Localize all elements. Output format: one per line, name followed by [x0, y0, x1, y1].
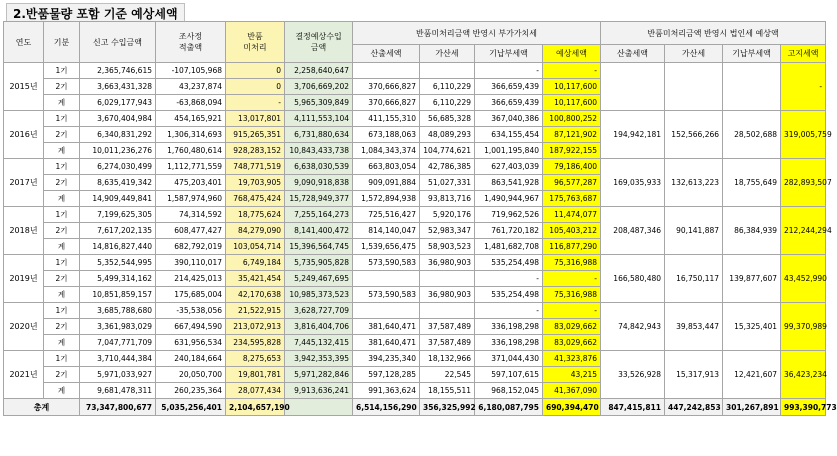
declared-cell: 5,499,314,162: [80, 271, 156, 287]
adjusted-cell: 20,050,700: [156, 367, 226, 383]
vat-add-cell: 6,110,229: [420, 95, 475, 111]
period-cell: 1기: [44, 207, 80, 223]
vat-paid-cell: 627,403,039: [475, 159, 543, 175]
vat-calc-cell: 597,128,285: [353, 367, 420, 383]
declared-cell: 10,011,236,276: [80, 143, 156, 159]
declared-cell: 6,340,831,292: [80, 127, 156, 143]
returns-cell: 13,017,801: [226, 111, 285, 127]
adjusted-cell: 175,685,004: [156, 287, 226, 303]
vat-paid-cell: -: [475, 303, 543, 319]
vat-expected-cell: 187,922,155: [543, 143, 601, 159]
adjusted-cell: 260,235,364: [156, 383, 226, 399]
vat-expected-cell: 43,215: [543, 367, 601, 383]
confirmed-cell: 6,731,880,634: [285, 127, 353, 143]
vat-calc-cell: [353, 303, 420, 319]
vat-expected-cell: 105,403,212: [543, 223, 601, 239]
vat-paid-cell: -: [475, 271, 543, 287]
corp-paid-cell: 15,325,401: [723, 303, 781, 351]
vat-calc-cell: 573,590,583: [353, 255, 420, 271]
returns-cell: 35,421,454: [226, 271, 285, 287]
returns-cell: 19,801,781: [226, 367, 285, 383]
declared-cell: 5,971,033,927: [80, 367, 156, 383]
corp-paid-cell: [723, 63, 781, 111]
total-confirmed: [285, 399, 353, 416]
corp-add-cell: 16,750,117: [665, 255, 723, 303]
vat-add-cell: 5,920,176: [420, 207, 475, 223]
vat-calc-cell: 1,572,894,938: [353, 191, 420, 207]
vat-expected-cell: 100,800,252: [543, 111, 601, 127]
period-cell: 계: [44, 239, 80, 255]
adjusted-cell: -35,538,056: [156, 303, 226, 319]
vat-paid-cell: 366,659,439: [475, 79, 543, 95]
corp-add-cell: 152,566,266: [665, 111, 723, 159]
corp-calc-cell: 33,526,928: [601, 351, 665, 399]
confirmed-cell: 7,445,132,415: [285, 335, 353, 351]
declared-cell: 14,909,449,841: [80, 191, 156, 207]
vat-add-cell: 22,545: [420, 367, 475, 383]
declared-cell: 7,617,202,135: [80, 223, 156, 239]
vat-paid-cell: -: [475, 63, 543, 79]
table-row: [4, 255, 826, 271]
corp-paid-cell: 86,384,939: [723, 207, 781, 255]
year-cell: 2015년: [4, 63, 44, 111]
vat-paid-cell: 863,541,928: [475, 175, 543, 191]
vat-expected-cell: 41,367,090: [543, 383, 601, 399]
total-corp-paid: 301,267,891: [723, 399, 781, 416]
period-cell: 2기: [44, 319, 80, 335]
header-adjusted: 조사정 적출액: [156, 22, 226, 63]
declared-cell: 6,029,177,943: [80, 95, 156, 111]
vat-expected-cell: 75,316,988: [543, 255, 601, 271]
vat-paid-cell: 597,107,615: [475, 367, 543, 383]
vat-add-cell: 48,089,293: [420, 127, 475, 143]
corp-calc-cell: [601, 63, 665, 111]
vat-add-cell: 58,903,523: [420, 239, 475, 255]
header-vat-expected: 예상세액: [543, 45, 601, 63]
adjusted-cell: 214,425,013: [156, 271, 226, 287]
adjusted-cell: 43,237,874: [156, 79, 226, 95]
confirmed-cell: 15,396,564,745: [285, 239, 353, 255]
header-corp-group: 반품미처리금액 반영시 법인세 예상액: [601, 22, 826, 45]
header-corp-paid: 기납부세액: [723, 45, 781, 63]
declared-cell: 5,352,544,995: [80, 255, 156, 271]
vat-expected-cell: 10,117,600: [543, 79, 601, 95]
adjusted-cell: 240,184,664: [156, 351, 226, 367]
vat-add-cell: 18,132,966: [420, 351, 475, 367]
returns-cell: 8,275,653: [226, 351, 285, 367]
confirmed-cell: 10,843,433,738: [285, 143, 353, 159]
period-cell: 1기: [44, 255, 80, 271]
vat-expected-cell: 10,117,600: [543, 95, 601, 111]
table-row: [4, 63, 826, 79]
header-declared: 신고 수입금액: [80, 22, 156, 63]
vat-calc-cell: 370,666,827: [353, 95, 420, 111]
confirmed-cell: 8,141,400,472: [285, 223, 353, 239]
year-cell: 2016년: [4, 111, 44, 159]
returns-cell: 28,077,434: [226, 383, 285, 399]
total-label: 총계: [4, 399, 80, 416]
vat-paid-cell: 719,962,526: [475, 207, 543, 223]
total-vat-paid: 6,180,087,795: [475, 399, 543, 416]
returns-cell: 213,072,913: [226, 319, 285, 335]
corp-calc-cell: 166,580,480: [601, 255, 665, 303]
returns-cell: 0: [226, 63, 285, 79]
vat-add-cell: 93,813,716: [420, 191, 475, 207]
vat-calc-cell: 673,188,063: [353, 127, 420, 143]
vat-add-cell: 37,587,489: [420, 319, 475, 335]
vat-calc-cell: 814,140,047: [353, 223, 420, 239]
corp-notice-cell: 36,423,234: [781, 351, 826, 399]
vat-expected-cell: 87,121,902: [543, 127, 601, 143]
adjusted-cell: 1,760,480,614: [156, 143, 226, 159]
period-cell: 2기: [44, 271, 80, 287]
confirmed-cell: 4,111,553,104: [285, 111, 353, 127]
period-cell: 1기: [44, 63, 80, 79]
vat-paid-cell: 371,044,430: [475, 351, 543, 367]
table-row: [4, 159, 826, 175]
returns-cell: 21,522,915: [226, 303, 285, 319]
vat-calc-cell: 1,539,656,475: [353, 239, 420, 255]
confirmed-cell: 5,735,905,828: [285, 255, 353, 271]
header-corp-add: 가산세: [665, 45, 723, 63]
year-cell: 2017년: [4, 159, 44, 207]
total-declared: 73,347,800,677: [80, 399, 156, 416]
vat-paid-cell: 1,481,682,708: [475, 239, 543, 255]
adjusted-cell: 1,587,974,960: [156, 191, 226, 207]
total-adjusted: 5,035,256,401: [156, 399, 226, 416]
returns-cell: 42,170,638: [226, 287, 285, 303]
adjusted-cell: 475,203,401: [156, 175, 226, 191]
declared-cell: 14,816,827,440: [80, 239, 156, 255]
period-cell: 계: [44, 143, 80, 159]
confirmed-cell: 5,965,309,849: [285, 95, 353, 111]
header-corp-notice: 고지세액: [781, 45, 826, 63]
corp-add-cell: 90,141,887: [665, 207, 723, 255]
vat-add-cell: [420, 63, 475, 79]
vat-calc-cell: 370,666,827: [353, 79, 420, 95]
total-corp-notice: 993,390,773: [781, 399, 826, 416]
vat-add-cell: 18,155,511: [420, 383, 475, 399]
period-cell: 2기: [44, 175, 80, 191]
returns-cell: 6,749,184: [226, 255, 285, 271]
declared-cell: 8,635,419,342: [80, 175, 156, 191]
adjusted-cell: 454,165,921: [156, 111, 226, 127]
corp-notice-cell: 319,005,759: [781, 111, 826, 159]
corp-add-cell: 39,853,447: [665, 303, 723, 351]
returns-cell: 103,054,714: [226, 239, 285, 255]
period-cell: 1기: [44, 303, 80, 319]
header-vat-paid: 기납부세액: [475, 45, 543, 63]
vat-expected-cell: -: [543, 303, 601, 319]
period-cell: 계: [44, 287, 80, 303]
adjusted-cell: 608,477,427: [156, 223, 226, 239]
vat-add-cell: 42,786,385: [420, 159, 475, 175]
header-corp-calc: 산출세액: [601, 45, 665, 63]
vat-paid-cell: 367,040,386: [475, 111, 543, 127]
table-row: [4, 111, 826, 127]
returns-cell: 928,283,152: [226, 143, 285, 159]
adjusted-cell: -107,105,968: [156, 63, 226, 79]
vat-paid-cell: 535,254,498: [475, 255, 543, 271]
confirmed-cell: 3,706,669,202: [285, 79, 353, 95]
year-cell: 2018년: [4, 207, 44, 255]
period-cell: 계: [44, 383, 80, 399]
period-cell: 1기: [44, 159, 80, 175]
adjusted-cell: 682,792,019: [156, 239, 226, 255]
returns-cell: 915,265,351: [226, 127, 285, 143]
corp-notice-cell: 99,370,989: [781, 303, 826, 351]
vat-add-cell: 51,027,331: [420, 175, 475, 191]
vat-paid-cell: 1,490,944,967: [475, 191, 543, 207]
year-cell: 2019년: [4, 255, 44, 303]
vat-expected-cell: 116,877,290: [543, 239, 601, 255]
vat-add-cell: 56,685,328: [420, 111, 475, 127]
vat-add-cell: [420, 303, 475, 319]
period-cell: 2기: [44, 367, 80, 383]
header-returns: 반품 미처리: [226, 22, 285, 63]
vat-add-cell: 36,980,903: [420, 255, 475, 271]
returns-cell: 234,595,828: [226, 335, 285, 351]
vat-expected-cell: -: [543, 271, 601, 287]
vat-expected-cell: -: [543, 63, 601, 79]
vat-calc-cell: 394,235,340: [353, 351, 420, 367]
declared-cell: 9,681,478,311: [80, 383, 156, 399]
adjusted-cell: 390,110,017: [156, 255, 226, 271]
period-cell: 2기: [44, 223, 80, 239]
total-returns: 2,104,657,190: [226, 399, 285, 416]
vat-paid-cell: 336,198,298: [475, 335, 543, 351]
returns-cell: 19,703,905: [226, 175, 285, 191]
period-cell: 계: [44, 95, 80, 111]
vat-add-cell: [420, 271, 475, 287]
vat-calc-cell: 725,516,427: [353, 207, 420, 223]
table-row: [4, 351, 826, 367]
adjusted-cell: 1,112,771,559: [156, 159, 226, 175]
returns-cell: 768,475,424: [226, 191, 285, 207]
corp-add-cell: 132,613,223: [665, 159, 723, 207]
confirmed-cell: 2,258,640,647: [285, 63, 353, 79]
returns-cell: 18,775,624: [226, 207, 285, 223]
vat-paid-cell: 634,155,454: [475, 127, 543, 143]
confirmed-cell: 15,728,949,377: [285, 191, 353, 207]
vat-paid-cell: 1,001,195,840: [475, 143, 543, 159]
corp-calc-cell: 74,842,943: [601, 303, 665, 351]
returns-cell: 748,771,519: [226, 159, 285, 175]
confirmed-cell: 3,628,727,709: [285, 303, 353, 319]
vat-calc-cell: [353, 271, 420, 287]
year-cell: 2021년: [4, 351, 44, 399]
vat-add-cell: 104,774,621: [420, 143, 475, 159]
confirmed-cell: 3,942,353,395: [285, 351, 353, 367]
vat-expected-cell: 41,323,876: [543, 351, 601, 367]
sheet-title: 2.반품물량 포함 기준 예상세액: [6, 3, 185, 23]
period-cell: 2기: [44, 127, 80, 143]
declared-cell: 2,365,746,615: [80, 63, 156, 79]
total-row: [4, 399, 826, 416]
vat-paid-cell: 535,254,498: [475, 287, 543, 303]
declared-cell: 3,361,983,029: [80, 319, 156, 335]
vat-expected-cell: 83,029,662: [543, 335, 601, 351]
returns-cell: -: [226, 95, 285, 111]
vat-calc-cell: 381,640,471: [353, 335, 420, 351]
adjusted-cell: 667,494,590: [156, 319, 226, 335]
header-vat-add: 가산세: [420, 45, 475, 63]
corp-paid-cell: 28,502,688: [723, 111, 781, 159]
declared-cell: 3,663,431,328: [80, 79, 156, 95]
adjusted-cell: 631,956,534: [156, 335, 226, 351]
table-row: [4, 303, 826, 319]
declared-cell: 3,685,788,680: [80, 303, 156, 319]
vat-expected-cell: 83,029,662: [543, 319, 601, 335]
total-corp-add: 447,242,853: [665, 399, 723, 416]
vat-calc-cell: 991,363,624: [353, 383, 420, 399]
vat-calc-cell: 909,091,884: [353, 175, 420, 191]
header-vat-calc: 산출세액: [353, 45, 420, 63]
confirmed-cell: 6,638,030,539: [285, 159, 353, 175]
vat-expected-cell: 79,186,400: [543, 159, 601, 175]
vat-paid-cell: 761,720,182: [475, 223, 543, 239]
vat-paid-cell: 366,659,439: [475, 95, 543, 111]
vat-expected-cell: 175,763,687: [543, 191, 601, 207]
total-vat-calc: 6,514,156,290: [353, 399, 420, 416]
header-confirmed: 결정예상수입 금액: [285, 22, 353, 63]
corp-calc-cell: 169,035,933: [601, 159, 665, 207]
corp-add-cell: 15,317,913: [665, 351, 723, 399]
corp-notice-cell: 43,452,990: [781, 255, 826, 303]
period-cell: 1기: [44, 111, 80, 127]
vat-expected-cell: 11,474,077: [543, 207, 601, 223]
vat-add-cell: 36,980,903: [420, 287, 475, 303]
corp-calc-cell: 208,487,346: [601, 207, 665, 255]
header-year: 연도: [4, 22, 44, 63]
period-cell: 1기: [44, 351, 80, 367]
declared-cell: 7,047,771,709: [80, 335, 156, 351]
returns-cell: 84,279,090: [226, 223, 285, 239]
confirmed-cell: 3,816,404,706: [285, 319, 353, 335]
confirmed-cell: 7,255,164,273: [285, 207, 353, 223]
vat-calc-cell: 663,803,054: [353, 159, 420, 175]
table-row: [4, 207, 826, 223]
total-vat-add: 356,325,992: [420, 399, 475, 416]
adjusted-cell: 74,314,592: [156, 207, 226, 223]
declared-cell: 10,851,859,157: [80, 287, 156, 303]
year-cell: 2020년: [4, 303, 44, 351]
total-corp-calc: 847,415,811: [601, 399, 665, 416]
corp-notice-cell: -: [781, 63, 826, 111]
declared-cell: 6,274,030,499: [80, 159, 156, 175]
declared-cell: 3,670,404,984: [80, 111, 156, 127]
corp-notice-cell: 282,893,507: [781, 159, 826, 207]
corp-paid-cell: 12,421,607: [723, 351, 781, 399]
period-cell: 2기: [44, 79, 80, 95]
adjusted-cell: -63,868,094: [156, 95, 226, 111]
confirmed-cell: 5,971,282,846: [285, 367, 353, 383]
vat-add-cell: 6,110,229: [420, 79, 475, 95]
tax-estimate-table: [3, 21, 837, 416]
adjusted-cell: 1,306,314,693: [156, 127, 226, 143]
declared-cell: 3,710,444,384: [80, 351, 156, 367]
corp-notice-cell: 212,244,294: [781, 207, 826, 255]
vat-calc-cell: 411,155,310: [353, 111, 420, 127]
period-cell: 계: [44, 335, 80, 351]
header-vat-group: 반품미처리금액 반영시 부가가치세: [353, 22, 601, 45]
vat-add-cell: 52,983,347: [420, 223, 475, 239]
vat-paid-cell: 336,198,298: [475, 319, 543, 335]
declared-cell: 7,199,625,305: [80, 207, 156, 223]
corp-paid-cell: 18,755,649: [723, 159, 781, 207]
period-cell: 계: [44, 191, 80, 207]
corp-add-cell: [665, 63, 723, 111]
vat-paid-cell: 968,152,045: [475, 383, 543, 399]
vat-expected-cell: 96,577,287: [543, 175, 601, 191]
corp-calc-cell: 194,942,181: [601, 111, 665, 159]
corp-paid-cell: 139,877,607: [723, 255, 781, 303]
returns-cell: 0: [226, 79, 285, 95]
confirmed-cell: 9,090,918,838: [285, 175, 353, 191]
vat-calc-cell: [353, 63, 420, 79]
vat-calc-cell: 1,084,343,374: [353, 143, 420, 159]
vat-add-cell: 37,587,489: [420, 335, 475, 351]
vat-expected-cell: 75,316,988: [543, 287, 601, 303]
confirmed-cell: 10,985,373,523: [285, 287, 353, 303]
confirmed-cell: 9,913,636,241: [285, 383, 353, 399]
confirmed-cell: 5,249,467,695: [285, 271, 353, 287]
vat-calc-cell: 381,640,471: [353, 319, 420, 335]
total-vat-expected: 690,394,470: [543, 399, 601, 416]
vat-calc-cell: 573,590,583: [353, 287, 420, 303]
header-period: 기분: [44, 22, 80, 63]
